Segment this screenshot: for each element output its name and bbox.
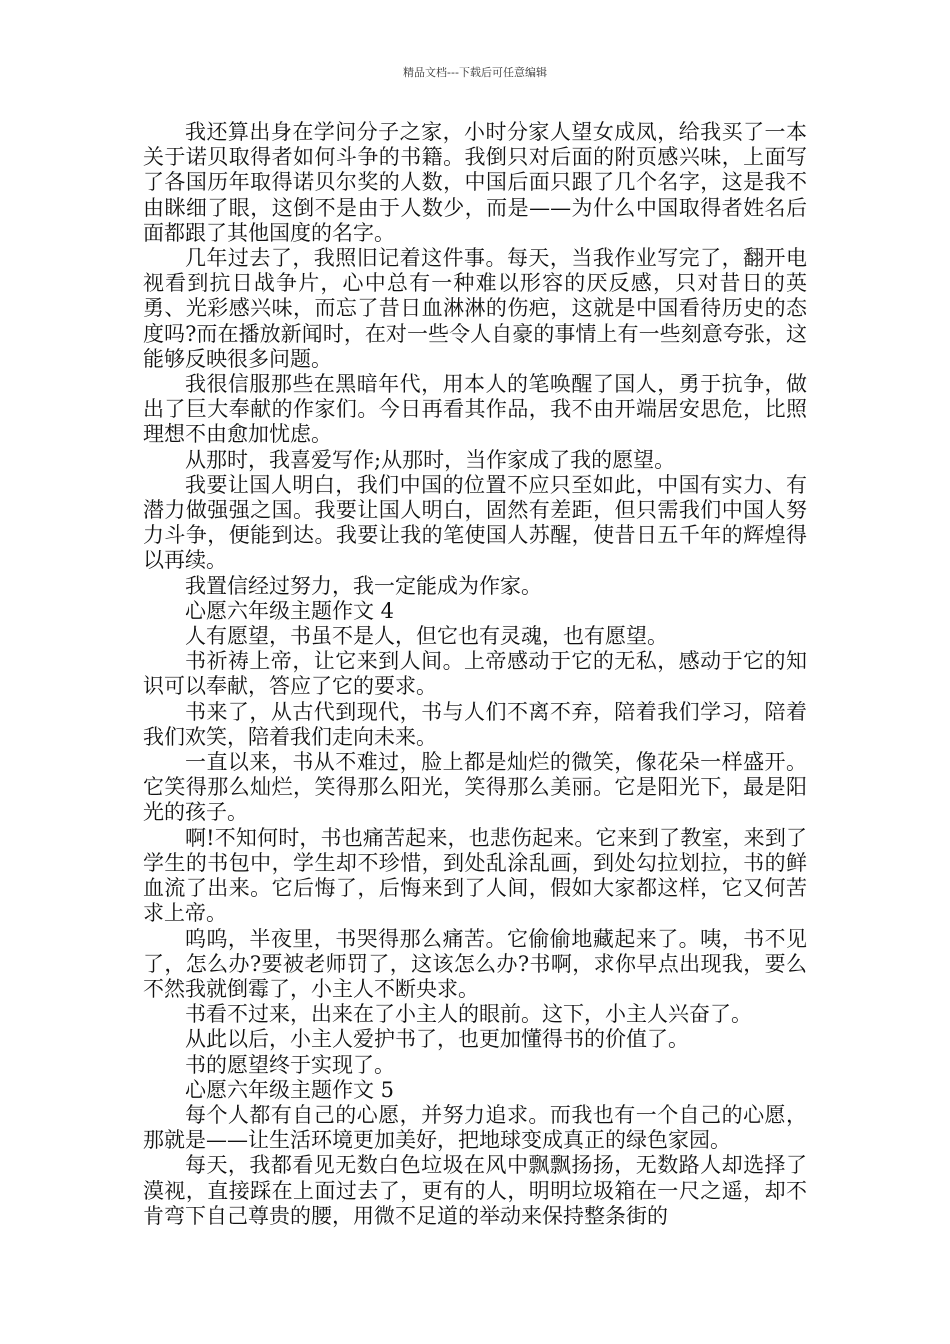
paragraph: 我还算出身在学问分子之家，小时分家人望女成凤，给我买了一本关于诺贝取得者如何斗争的书籍。我倒只对后面的附页感兴味，上面写了各国历年取得诺贝尔奖的人数，中国后面只跟了几个名字，这是我不由眯细了眼，这倒不是由于人数少，而是——为什么中国取得者姓名后面都跟了其他国度的名字。 (143, 120, 807, 245)
paragraph: 呜呜，半夜里，书哭得那么痛苦。它偷偷地藏起来了。咦，书不见了，怎么办?要被老师罚了，这该怎么办?书啊，求你早点出现我，要么不然我就倒霉了，小主人不断央求。 (143, 926, 807, 1001)
paragraph: 我置信经过努力，我一定能成为作家。 (185, 573, 542, 598)
section-heading: 心愿六年级主题作文 5 (185, 1077, 395, 1102)
paragraph: 书来了，从古代到现代，书与人们不离不弃，陪着我们学习，陪着我们欢笑，陪着我们走向未来。 (143, 699, 807, 749)
paragraph: 书看不过来，出来在了小主人的眼前。这下，小主人兴奋了。 (185, 1002, 752, 1027)
paragraph: 啊!不知何时，书也痛苦起来，也悲伤起来。它来到了教室，来到了学生的书包中，学生却不珍惜，到处乱涂乱画，到处勾拉划拉，书的鲜血流了出来。它后悔了，后悔来到了人间，假如大家都这样，它又何苦求上帝。 (143, 825, 807, 926)
document-body (143, 120, 807, 1229)
paragraph: 从此以后，小主人爱护书了，也更加懂得书的价值了。 (185, 1027, 689, 1052)
paragraph: 书的愿望终于实现了。 (185, 1052, 395, 1077)
paragraph: 我要让国人明白，我们中国的位置不应只至如此，中国有实力、有潜力做强强之国。我要让国人明白，固然有差距，但只需我们中国人努力斗争，便能到达。我要让我的笔使国人苏醒，使昔日五千年的辉煌得以再续。 (143, 472, 807, 573)
paragraph: 我很信服那些在黑暗年代，用本人的笔唤醒了国人，勇于抗争，做出了巨大奉献的作家们。今日再看其作品，我不由开端居安思危，比照理想不由愈加忧虑。 (143, 372, 807, 447)
page-header: 精品文档---下载后可任意编辑 (403, 66, 547, 79)
paragraph: 从那时，我喜爱写作;从那时，当作家成了我的愿望。 (185, 447, 676, 472)
paragraph: 人有愿望，书虽不是人，但它也有灵魂，也有愿望。 (185, 624, 668, 649)
section-heading: 心愿六年级主题作文 4 (185, 598, 395, 623)
paragraph: 每个人都有自己的心愿，并努力追求。而我也有一个自己的心愿，那就是——让生活环境更加美好，把地球变成真正的绿色家园。 (143, 1102, 807, 1153)
paragraph: 一直以来，书从不难过，脸上都是灿烂的微笑，像花朵一样盛开。它笑得那么灿烂，笑得那么阳光，笑得那么美丽。它是阳光下，最是阳光的孩子。 (143, 750, 807, 825)
paragraph: 几年过去了，我照旧记着这件事。每天，当我作业写完了，翻开电视看到抗日战争片，心中总有一种难以形容的厌反感，只对昔日的英勇、光彩感兴味，而忘了昔日血淋淋的伤疤，这就是中国看待历史的态度吗?而在播放新闻时，在对一些令人自豪的事情上有一些刻意夸张，这能够反映很多问题。 (143, 246, 807, 371)
paragraph: 书祈祷上帝，让它来到人间。上帝感动于它的无私，感动于它的知识可以奉献，答应了它的要求。 (143, 649, 807, 699)
paragraph: 每天，我都看见无数白色垃圾在风中飘飘扬扬，无数路人却选择了漠视，直接踩在上面过去了，更有的人，明明垃圾箱在一尺之遥，却不肯弯下自己尊贵的腰，用微不足道的举动来保持整条街的 (143, 1153, 807, 1228)
